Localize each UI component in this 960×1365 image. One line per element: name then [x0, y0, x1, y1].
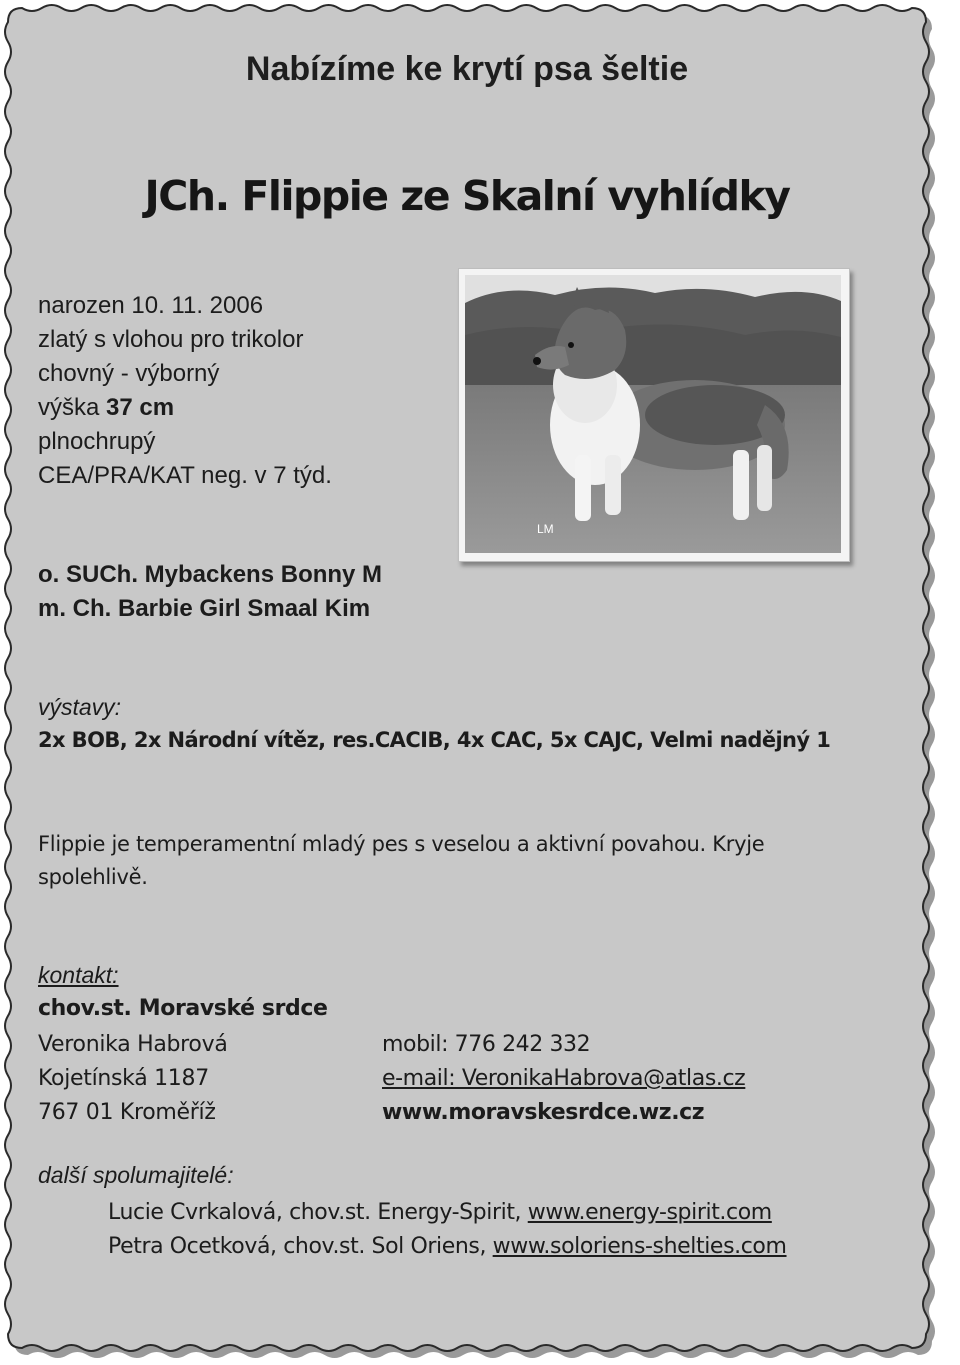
height-line: [38, 391, 332, 425]
city-address: 767 01 Kroměříž: [38, 1100, 216, 1125]
coowner-2: [108, 1230, 787, 1264]
shows-label: výstavy:: [38, 694, 122, 720]
kennel-name: chov.st. Moravské srdce: [38, 996, 328, 1021]
dog-photo: [458, 268, 850, 562]
coowners-list: [108, 1196, 787, 1264]
dog-description: [38, 828, 764, 894]
mobile-number: mobil: 776 242 332: [382, 1032, 591, 1057]
description-line-1: Flippie je temperamentní mladý pes s veselou a aktivní povahou. Kryje: [38, 832, 765, 856]
sire: o. SUCh. Mybackens Bonny M: [38, 561, 383, 588]
contact-details: [382, 1028, 745, 1130]
sheltie-photo-image: [465, 275, 841, 553]
coowner-2-link[interactable]: www.soloriens-shelties.com: [492, 1234, 787, 1259]
postal-address: [38, 1028, 228, 1130]
coowner-1-link[interactable]: www.energy-spirit.com: [527, 1200, 772, 1225]
coowner-2-text: Petra Ocetková, chov.st. Sol Oriens,: [108, 1234, 493, 1259]
teeth-status: plnochrupý: [38, 428, 156, 455]
parents: [38, 558, 382, 626]
dog-details: [38, 289, 332, 493]
birth-date: narozen 10. 11. 2006: [38, 292, 264, 319]
coat-color: zlatý s vlohou pro trikolor: [38, 326, 304, 353]
coowner-1: [108, 1196, 787, 1230]
description-line-2: spolehlivě.: [38, 865, 148, 889]
breeding-rating: chovný - výborný: [38, 360, 220, 387]
offer-headline: Nabízíme ke krytí psa šeltie: [245, 50, 689, 88]
email-link[interactable]: e-mail: VeronikaHabrova@atlas.cz: [382, 1066, 746, 1091]
dog-name-title: JCh. Flippie ze Skalní vyhlídky: [144, 172, 790, 220]
height-label: výška: [38, 394, 107, 421]
photo-watermark: LM: [537, 522, 554, 536]
health-tests: CEA/PRA/KAT neg. v 7 týd.: [38, 462, 332, 489]
height-value: 37 cm: [106, 394, 175, 421]
coowners-label: další spolumajitelé:: [38, 1162, 234, 1188]
show-results: 2x BOB, 2x Národní vítěz, res.CACIB, 4x CAC, 5x CAJC, Velmi nadějný 1: [38, 728, 831, 752]
contact-label: kontakt:: [38, 962, 119, 988]
dam: m. Ch. Barbie Girl Smaal Kim: [38, 595, 371, 622]
coowner-1-text: Lucie Cvrkalová, chov.st. Energy-Spirit,: [108, 1200, 528, 1225]
street-address: Kojetínská 1187: [38, 1066, 209, 1091]
website-link[interactable]: www.moravskesrdce.wz.cz: [382, 1100, 705, 1125]
owner-name: Veronika Habrová: [38, 1032, 228, 1057]
